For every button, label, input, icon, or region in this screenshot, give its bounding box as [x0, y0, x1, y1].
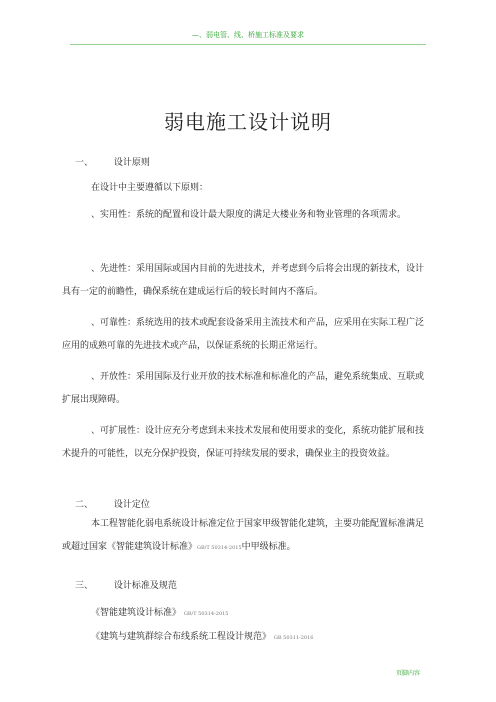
section-3-title: 设计标准及规范 — [113, 581, 177, 591]
section-2-text-b: 中甲级标准。 — [241, 542, 296, 552]
section-2-body — [62, 513, 426, 560]
section-2-number: 二、 — [75, 500, 94, 510]
section-2-text-a: 本工程智能化弱电系统设计标准定位于国家甲级智能化建筑，主要功能配置标准满足或超过国家《智能建筑设计标准》 — [62, 519, 425, 552]
section-2-heading — [75, 497, 150, 510]
reference-name: 《建筑与建筑群综合布线系统工程设计规范》 — [91, 632, 272, 642]
section-1-number: 一、 — [75, 158, 94, 168]
principle-practicality: 、实用性：系统的配置和设计最大限度的满足大楼业务和物业管理的各项需求。 — [91, 210, 407, 220]
reference-code: GB 50311-2016 — [273, 635, 314, 641]
principle-advanced: 、先进性：采用国际或国内目前的先进技术，并考虑到今后将会出现的新技术，设计具有一定的前瞻性，确保系统在建成运行后的较长时间内不落后。 — [62, 264, 425, 297]
principle-reliability: 、可靠性：系统选用的技术或配套设备采用主流技术和产品，应采用在实际工程广泛应用的成熟可靠的先进技术或产品，以保证系统的长期正常运行。 — [62, 318, 425, 351]
section-1-heading — [75, 155, 150, 168]
reference-item — [91, 626, 431, 650]
section-3-number: 三、 — [75, 581, 94, 591]
section-1-title: 设计原则 — [113, 158, 150, 168]
reference-code: GB/T 50314-2015 — [183, 611, 229, 617]
page-footer: 页脚内容 — [396, 670, 421, 677]
reference-item — [91, 602, 431, 626]
document-title: 弱电施工设计说明 — [164, 110, 332, 134]
reference-name: 《智能建筑设计标准》 — [91, 608, 182, 618]
principle-scalability: 、可扩展性：设计应充分考虑到未来技术发展和使用要求的变化，系统功能扩展和技术提升的可能性，以充分保护投资，保证可持续发展的要求，确保业主的投资效益。 — [62, 426, 425, 459]
section-1-intro: 在设计中主要遵循以下原则： — [91, 183, 209, 193]
page-header: —、弱电管、线、桥施工标准及要求 — [192, 31, 304, 39]
section-2-standard-code: GB/T 50314-2015 — [197, 545, 242, 551]
section-2-title: 设计定位 — [113, 500, 150, 510]
principle-openness: 、开放性：采用国际及行业开放的技术标准和标准化的产品，避免系统集成、互联或扩展出现障碍。 — [62, 372, 425, 405]
header-rule — [70, 44, 426, 45]
section-3-heading — [75, 578, 177, 591]
